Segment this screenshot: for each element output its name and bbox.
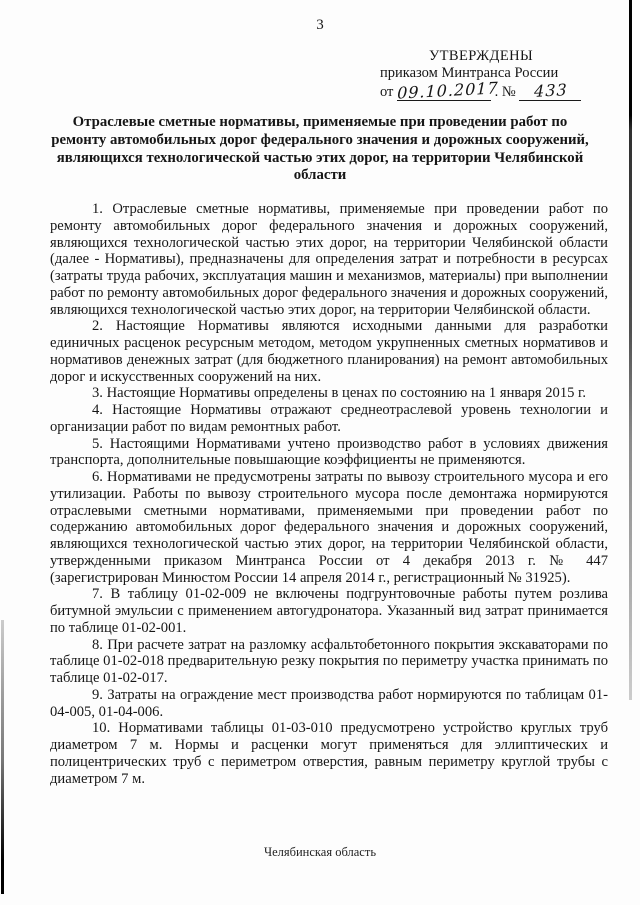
handwritten-number-field (519, 80, 581, 101)
paragraph: 4. Настоящие Нормативы отражают среднеотраслевой уровень технологии и организации работ по видам ремонтных работ. (50, 402, 608, 435)
document-title: Отраслевые сметные нормативы, применяемые при проведении работ по ремонту автомобильных дорог федерального значения и дорожных сооружений, являющихся технологической частью этих дорог, на территории Челябинской области (51, 114, 589, 184)
paragraph: 5. Настоящими Нормативами учтено производство работ в условиях движения транспорта, дополнительные повышающие коэффициенты не применяются. (50, 435, 608, 469)
approval-order-line: приказом Минтранса России (380, 65, 559, 81)
approval-block (380, 48, 582, 101)
paragraph: 7. В таблицу 01-02-009 не включены подгрунтовочные работы путем розлива битумной эмульсии с применением автогудронатора. Указанный вид затрат принимается по таблице 01-02-001. (50, 586, 608, 636)
approval-number-label: . № (494, 84, 516, 100)
handwritten-date-field (397, 78, 499, 103)
paragraph: 8. При расчете затрат на разломку асфальтобетонного покрытия экскаваторами по таблице 01-02-018 предварительную резку покрытия по периметру участка принимать по таблице 01-02-017. (50, 636, 608, 686)
approval-title: УТВЕРЖДЕНЫ (428, 48, 534, 64)
approval-date-prefix: от (380, 84, 394, 100)
handwritten-date: 09.10.2017 (397, 78, 499, 103)
paragraph: 2. Настоящие Нормативы являются исходными данными для разработки единичных расценок ресурсным методом, методом укрупненных сметных нормативов и нормативов денежных затрат (для бюджетного планирования) на ремонт автомобильных дорог и искусственных сооружений на них. (50, 318, 608, 385)
paragraph: 3. Настоящие Нормативы определены в ценах по состоянию на 1 января 2015 г. (92, 385, 587, 402)
scan-artifact-right-edge (629, 0, 632, 700)
handwritten-number: 433 (533, 80, 568, 101)
paragraph: 10. Нормативами таблицы 01-03-010 предусмотрено устройство круглых труб диаметром 7 м. Нормы и расценки могут применяться для эллиптических и полицентрических труб с периметром отверстия, равным периметру круглой трубы с диаметром 7 м. (50, 720, 608, 787)
paragraph: 6. Нормативами не предусмотрены затраты по вывозу строительного мусора и его утилизации. Работы по вывозу строительного мусора после демонтажа нормируются отраслевыми сметными нормативами, применяемыми при проведении работ по содержанию автомобильных дорог федерального значения и дорожных сооружений, являющихся технологической частью этих дорог, на территории Челябинской области, утвержденными приказом Минтранса России от 4 декабря 2013 г. № 447 (зарегистрирован Минюстом России 14 апреля 2014 г., регистрационный № 31925). (50, 469, 608, 586)
approval-date-line (380, 78, 582, 103)
scan-artifact-left-edge (1, 620, 4, 894)
paragraph: 1. Отраслевые сметные нормативы, применяемые при проведении работ по ремонту автомобильных дорог федерального значения и дорожных сооружений, являющихся технологической частью этих дорог, на территории Челябинской области (далее - Нормативы), предназначены для определения затрат и потребности в ресурсах (затраты труда рабочих, эксплуатация машин и механизмов, материалы) при выполнении работ по ремонту автомобильных дорог федерального значения и дорожных сооружений, являющихся технологической частью этих дорог, на территории Челябинской области. (50, 201, 608, 318)
page-footer: Челябинская область (263, 845, 377, 859)
paragraph: 9. Затраты на ограждение мест производства работ нормируются по таблицам 01-04-005, 01-04-006. (50, 686, 608, 720)
page-number: 3 (316, 17, 324, 33)
body-paragraphs (50, 201, 608, 787)
